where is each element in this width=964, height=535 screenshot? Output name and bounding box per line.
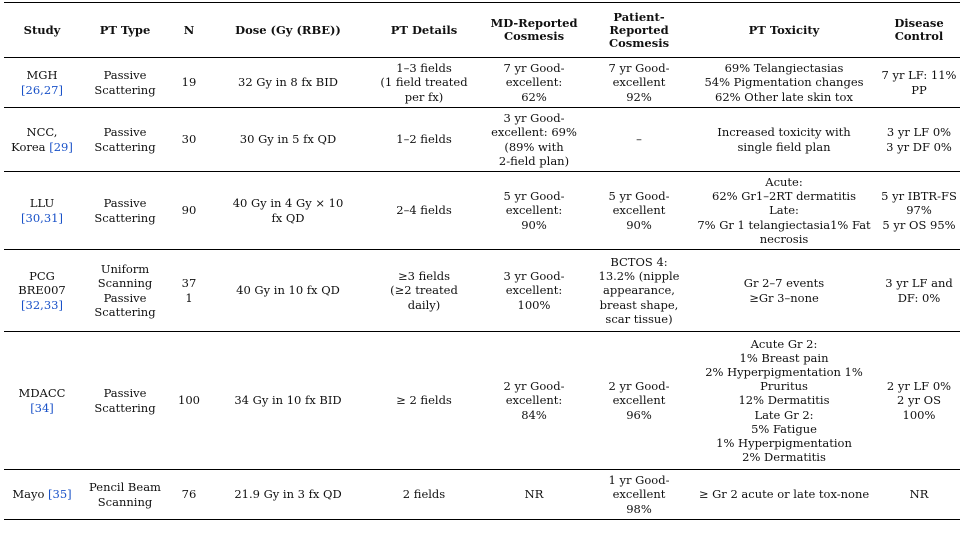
cell-line: Late: [769,203,799,218]
cell-pt-type [80,172,170,250]
header-row [4,3,960,58]
cell-pt-details [368,108,480,172]
cell-line: 54% Pigmentation changes [704,75,864,90]
cell-line: 2 yr OS 100% [897,393,941,422]
cell-line: 1 yr Good- [608,473,670,488]
cell-toxicity [690,332,878,470]
cell-line: ≥Gr 3–none [749,290,819,305]
cell-line: 5 yr Good- [608,189,670,204]
cell-line: 2% Dermatitis [742,450,826,465]
cell-line: Korea [29] [11,139,73,154]
cell-pt-details [368,250,480,332]
cell-line: 40 Gy in 10 fx QD [236,283,340,298]
cell-line: 90% [626,217,652,232]
cell-line: Scattering [94,400,156,415]
cell-line: 3 yr LF 0% [886,125,952,140]
cell-line: excellent: [505,203,563,218]
cell-line: 2% Hyperpigmentation 1% [705,364,863,379]
cell-line: 1–2 fields [396,132,452,147]
cell-line: excellent [612,487,666,502]
cell-line: NR [909,487,929,502]
cell-dose [208,108,368,172]
cell-dose [208,172,368,250]
cell-line: 7% Gr 1 telangiectasia1% Fat [697,217,871,232]
cell-line: BCTOS 4: [610,254,668,269]
cell-line: 34 Gy in 10 fx BID [234,393,342,408]
cell-md-cosmesis [480,108,588,172]
cell-disease-control [878,250,960,332]
cell-toxicity [690,172,878,250]
citation-link[interactable]: [29] [49,139,73,154]
cell-line: – [636,132,642,147]
cell-pt-details [368,332,480,470]
cell-n [170,250,208,332]
table-header [4,3,960,58]
header-pt-type: PT Type [80,3,170,58]
cell-dose [208,58,368,108]
cell-n [170,58,208,108]
cell-line: Late Gr 2: [754,407,814,422]
cell-line: 1% Hyperpigmentation [716,436,852,450]
cell-line: 30 Gy in 5 fx QD [239,132,337,147]
cell-line: excellent [612,393,666,408]
cell-line: 62% [521,89,547,104]
cell-toxicity [690,58,878,108]
cell-line: Passive [103,125,147,140]
cell-pt-type [80,332,170,470]
cell-line: Scattering [94,210,156,225]
cell-line: Scattering [94,82,156,97]
cell-line: 5 yr IBTR-FS [881,189,957,204]
cell-line: Mayo [35] [12,487,72,502]
cell-line: per fx) [404,89,444,104]
cell-line: excellent [612,203,666,218]
cell-line: Passive [103,290,147,305]
cell-line: 12% Dermatitis [738,393,830,408]
cell-line: Passive [103,386,147,401]
cell-line: 84% [521,407,547,422]
table-row [4,58,960,108]
table-row [4,470,960,520]
cell-md-cosmesis [480,250,588,332]
header-patient-cosmesis: Patient- Reported Cosmesis [588,3,690,58]
cell-study [4,250,80,332]
cell-patient-cosmesis [588,58,690,108]
header-dose: Dose (Gy (RBE)) [208,3,368,58]
header-study: Study [4,3,80,58]
cell-md-cosmesis [480,332,588,470]
cell-line: 3 yr LF and [885,276,953,291]
proton-therapy-studies-table [4,2,960,520]
cell-toxicity [690,250,878,332]
header-pt-details: PT Details [368,3,480,58]
cell-line: (≥2 treated [390,283,458,298]
cell-line: NR [524,487,544,502]
cell-line: 19 [181,75,197,90]
citation-link[interactable]: [30,31] [21,210,63,225]
cell-line: 7 yr Good- [503,61,565,76]
cell-line: excellent [612,75,666,90]
cell-line: 21.9 Gy in 3 fx QD [234,487,342,502]
cell-line: 100 [178,393,200,408]
cell-dose [208,250,368,332]
cell-line: 92% [626,89,652,104]
table-row [4,250,960,332]
cell-line: Uniform [100,262,150,277]
cell-line: 3 yr Good- [503,111,565,126]
citation-link[interactable]: [26,27] [21,82,63,97]
cell-line: ≥ 2 fields [396,393,452,408]
cell-line: daily) [407,297,441,312]
cell-study [4,470,80,520]
table-row [4,332,960,470]
cell-line: 3 yr Good- [503,269,565,284]
cell-patient-cosmesis [588,470,690,520]
cell-line: (89% with [504,139,564,154]
cell-line: Scattering [94,304,156,319]
cell-study [4,58,80,108]
cell-line: 13.2% (nipple [598,269,680,284]
cell-pt-details [368,58,480,108]
cell-disease-control [878,172,960,250]
cell-line: 62% Gr1–2RT dermatitis [712,189,856,204]
cell-dose [208,470,368,520]
cell-line: 2 yr Good- [608,379,670,394]
cell-line: 7 yr LF: 11% [881,68,957,83]
table-body [4,58,960,520]
header-n: N [170,3,208,58]
cell-line: 96% [626,407,652,422]
cell-patient-cosmesis [588,108,690,172]
cell-line: 98% [626,501,652,516]
header-md-cosmesis: MD-Reported Cosmesis [480,3,588,58]
cell-line: 30 [181,132,197,147]
cell-line: 90 [181,203,197,218]
cell-disease-control [878,470,960,520]
cell-line: BRE007 [32,33] [18,283,66,312]
cell-line: MGH [26,68,58,83]
cell-line: 2–4 fields [396,203,452,218]
cell-line: Pruritus [760,379,808,394]
cell-toxicity [690,470,878,520]
cell-line: Gr 2–7 events [743,276,825,291]
cell-md-cosmesis [480,58,588,108]
cell-line: (1 field treated [380,75,468,90]
cell-pt-type [80,250,170,332]
cell-line: 3 yr DF 0% [886,139,952,154]
cell-line: Scanning [97,494,153,509]
cell-line: 5% Fatigue [751,421,817,436]
cell-line: appearance, [603,283,675,298]
table-row [4,172,960,250]
cell-line: LLU [29,196,55,211]
cell-toxicity [690,108,878,172]
cell-line: 76 [181,487,197,502]
header-toxicity: PT Toxicity [690,3,878,58]
cell-line: ≥ Gr 2 acute or late tox-none [698,487,870,502]
cell-line: excellent: [505,283,563,298]
cell-line: scar tissue) [605,311,673,326]
cell-pt-details [368,470,480,520]
cell-n [170,470,208,520]
cell-line: Pencil Beam [89,480,161,495]
cell-line: 97% [906,203,932,218]
cell-disease-control [878,108,960,172]
cell-pt-type [80,108,170,172]
cell-line: fx QD [271,210,305,225]
cell-md-cosmesis [480,470,588,520]
cell-patient-cosmesis [588,332,690,470]
cell-line: ≥3 fields [397,269,451,284]
cell-line: MDACC [18,386,66,401]
cell-line: 90% [521,217,547,232]
cell-line: Scattering [94,139,156,154]
cell-line: DF: 0% [897,290,941,305]
cell-n [170,108,208,172]
citation-link[interactable]: [32,33] [21,297,63,312]
citation-link[interactable]: [34] [30,400,54,415]
cell-line: PP [911,82,927,97]
cell-line: Passive [103,68,147,83]
cell-line: 32 Gy in 8 fx BID [238,75,338,90]
table-row [4,108,960,172]
cell-line: breast shape, [599,297,679,312]
cell-line: PCG [29,269,55,284]
cell-line: 1 [185,290,193,305]
cell-line: Passive [103,196,147,211]
cell-patient-cosmesis [588,250,690,332]
cell-pt-type [80,58,170,108]
cell-pt-type [80,470,170,520]
cell-line: 2-field plan) [498,153,570,168]
cell-line: 5 yr Good- [503,189,565,204]
cell-line: necrosis [759,231,809,246]
citation-link[interactable]: [35] [48,487,72,502]
header-disease-control: Disease Control [878,3,960,58]
cell-n [170,332,208,470]
cell-line: Scanning [97,276,153,291]
cell-line: Increased toxicity with [717,125,851,140]
cell-line: NCC, [26,125,58,140]
cell-disease-control [878,58,960,108]
cell-line: 1–3 fields [396,61,452,76]
cell-patient-cosmesis [588,172,690,250]
cell-n [170,172,208,250]
cell-study [4,332,80,470]
cell-line: single field plan [737,139,831,154]
cell-md-cosmesis [480,172,588,250]
cell-line: 2 fields [402,487,446,502]
cell-line: 100% [517,297,551,312]
cell-line: 1% Breast pain [739,350,829,365]
cell-study [4,108,80,172]
cell-pt-details [368,172,480,250]
cell-line: Acute Gr 2: [750,336,818,351]
cell-line: 69% Telangiectasias [724,61,844,76]
cell-line: 2 yr LF 0% [886,379,952,394]
cell-line: 7 yr Good- [608,61,670,76]
cell-line: excellent: [505,75,563,90]
study-table-container [4,2,960,520]
cell-line: 62% Other late skin tox [715,89,853,104]
cell-line: excellent: 69% [491,125,577,140]
cell-dose [208,332,368,470]
cell-study [4,172,80,250]
cell-line: 5 yr OS 95% [882,217,956,232]
cell-line: 40 Gy in 4 Gy × 10 [232,196,344,211]
cell-line: 37 [181,276,197,291]
cell-disease-control [878,332,960,470]
cell-line: 2 yr Good- [503,379,565,394]
cell-line: excellent: [505,393,563,408]
cell-line: Acute: [765,174,803,189]
